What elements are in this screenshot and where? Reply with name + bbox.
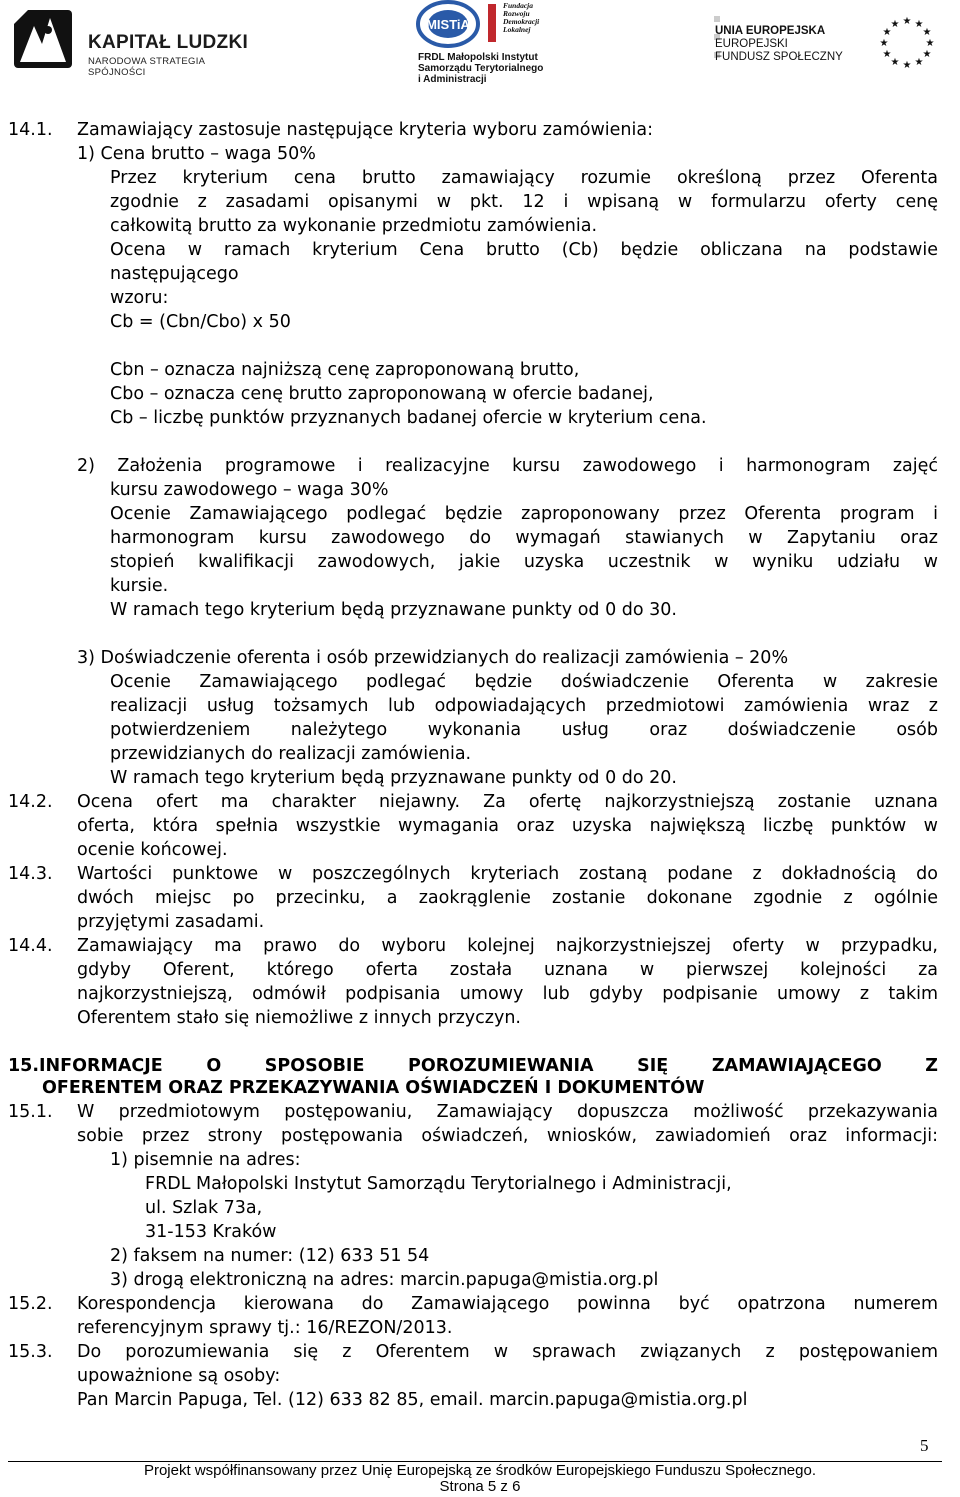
text-line: Pan Marcin Papuga, Tel. (12) 633 82 85, email. marcin.papuga@mistia.org.pl [77,1390,748,1410]
svg-text:★: ★ [902,60,912,70]
svg-text:★: ★ [914,57,924,68]
page-number: 5 [920,1436,929,1455]
text-line: 15.1. [8,1102,53,1122]
eu-line-1: UNIA EUROPEJSKA [715,25,826,37]
text-line: Zamawiający ma prawo do wyboru kolejnej najkorzystniejszej oferty w przypadku, [77,936,938,956]
text-line: potwierdzeniem należytego wykonania usług oraz doświadczenie osób [110,720,938,740]
text-line: Cb = (Cbn/Cbo) x 50 [110,312,291,332]
kapital-ludzki-title: KAPITAŁ LUDZKI [88,32,249,53]
footer-project-note: Projekt współfinansowany przez Unię Europejską ze środków Europejskiego Funduszu Społecznego. [143,1462,817,1479]
text-line: 3) drogą elektroniczną na adres: marcin.papuga@mistia.org.pl [110,1270,659,1290]
text-line: referencyjnym sprawy tj.: 16/REZON/2013. [77,1318,453,1338]
text-line: zgodnie z zasadami opisanymi w pkt. 12 i wpisaną w formularzu oferty cenę [110,192,938,212]
svg-text:★: ★ [922,49,932,60]
text-line: przewidzianych do realizacji zamówienia. [110,744,472,764]
fundacja-logo-icon [485,2,499,44]
frdl-line-3: i Administracji [418,74,487,85]
text-line: Ocena ofert ma charakter niejawny. Za ofertę najkorzystniejszą zostanie uznana [77,792,938,812]
text-line: 3) Doświadczenie oferenta i osób przewidzianych do realizacji zamówienia – 20% [77,648,789,668]
frdl-name [418,52,543,85]
text-line: W ramach tego kryterium będą przyznawane punkty od 0 do 20. [110,768,677,788]
section-heading-line: 15.INFORMACJE O SPOSOBIE POROZUMIEWANIA SIĘ ZAMAWIAJĄCEGO Z [8,1056,938,1076]
kapital-ludzki-logo [8,4,258,76]
text-line: 2) faksem na numer: (12) 633 51 54 [110,1246,430,1266]
text-line: wzoru: [110,288,169,308]
text-line: Przez kryterium cena brutto zamawiający rozumie określoną przez Oferenta [110,168,938,188]
text-line: kursie. [110,576,169,596]
text-line: Wartości punktowe w poszczególnych kryteriach zostaną podane z dokładnością do [77,864,938,884]
svg-text:★: ★ [882,49,892,60]
svg-text:★: ★ [890,19,900,30]
text-line: 14.2. [8,792,53,812]
kapital-ludzki-emblem-icon [8,4,80,76]
text-line: 1) pisemnie na adres: [110,1150,301,1170]
page-header [0,0,960,95]
fundacja-name [503,2,553,34]
eu-logo [710,14,942,78]
text-line: Zamawiający zastosuje następujące kryteria wyboru zamówienia: [77,120,653,140]
text-line: 14.3. [8,864,53,884]
text-line: stopień kwalifikacji zawodowych, jakie uzyska uczestnik w wyniku udziału w [110,552,938,572]
svg-text:★: ★ [914,19,924,30]
text-line: Cbn – oznacza najniższą cenę zaproponowaną brutto, [110,360,580,380]
text-line: 2) Założenia programowe i realizacyjne kursu zawodowego i harmonogram zajęć [77,456,938,476]
text-line: Korespondencja kierowana do Zamawiającego powinna być opatrzona numerem [77,1294,938,1314]
text-line: oferta, która spełnia wszystkie wymagania oraz uzyska największą liczbę punktów w [77,816,938,836]
frdl-line-2: Samorządu Terytorialnego [418,63,544,74]
svg-text:MISTiA: MISTiA [426,17,470,32]
section-heading-line: OFERENTEM ORAZ PRZEKAZYWANIA OŚWIADCZEŃ I DOKUMENTÓW [42,1078,705,1098]
text-line: 14.1. [8,120,53,140]
text-line: całkowitą brutto za wykonanie przedmiotu zamówienia. [110,216,598,236]
text-line: sobie przez strony postępowania oświadczeń, wniosków, zawiadomień oraz informacji: [77,1126,938,1146]
text-line: 15.2. [8,1294,53,1314]
footer-page-label: Strona 5 z 6 [439,1478,521,1495]
eu-line-2: EUROPEJSKI [715,38,788,50]
text-line: W przedmiotowym postępowaniu, Zamawiający dopuszcza możliwość przekazywania [77,1102,938,1122]
fundacja-line-1: Fundacja Rozwoju [503,1,534,18]
text-line: Do porozumiewania się z Oferentem w sprawach związanych z postępowaniem [77,1342,938,1362]
text-line: przyjętymi zasadami. [77,912,265,932]
text-line: upoważnione są osoby: [77,1366,281,1386]
text-line: dwóch miejsc po przecinku, a zaokrąglenie zostanie dokonane zgodnie z ogólnie [77,888,938,908]
text-line: następującego [110,264,239,284]
text-line: Ocena w ramach kryterium Cena brutto (Cb) będzie obliczana na podstawie [110,240,938,260]
text-line: 1) Cena brutto – waga 50% [77,144,316,164]
kapital-ludzki-subtitle: NARODOWA STRATEGIA SPÓJNOŚCI [88,56,205,78]
svg-text:★: ★ [890,57,900,68]
text-line: W ramach tego kryterium będą przyznawane punkty od 0 do 30. [110,600,677,620]
svg-text:★: ★ [922,27,932,38]
text-line: Ocenie Zamawiającego podlegać będzie doświadczenie Oferenta w zakresie [110,672,938,692]
eu-name [715,25,843,64]
text-line: Ocenie Zamawiającego podlegać będzie zaproponowany przez Oferenta program i [110,504,938,524]
text-line: 31-153 Kraków [145,1222,277,1242]
text-line: FRDL Małopolski Instytut Samorządu Terytorialnego i Administracji, [145,1174,732,1194]
text-line: najkorzystniejszą, odmówił podpisania umowy lub gdyby podpisanie umowy z takim [77,984,938,1004]
svg-text:★: ★ [879,38,889,49]
text-line: kursu zawodowego – waga 30% [110,480,389,500]
text-line: ul. Szlak 73a, [145,1198,263,1218]
frdl-mistia-logo [415,0,545,92]
svg-text:★: ★ [882,27,892,38]
svg-text:★: ★ [902,16,912,27]
svg-text:★: ★ [925,38,935,49]
text-line: 14.4. [8,936,53,956]
mistia-emblem-icon [415,0,481,48]
eu-stars-flag-icon [875,14,939,70]
text-line: Oferentem stało się niemożliwe z innych przyczyn. [77,1008,521,1028]
text-line: Cb – liczbę punktów przyznanych badanej ofercie w kryterium cena. [110,408,707,428]
text-line: 15.3. [8,1342,53,1362]
text-line: ocenie końcowej. [77,840,228,860]
frdl-line-1: FRDL Małopolski Instytut [418,52,538,63]
text-line: Cbo – oznacza cenę brutto zaproponowaną w ofercie badanej, [110,384,654,404]
text-line: harmonogram kursu zawodowego do wymagań stawianych w Zapytaniu oraz [110,528,938,548]
text-line: gdyby Oferent, którego oferta została uznana w pierwszej kolejności za [77,960,938,980]
eu-line-3: FUNDUSZ SPOŁECZNY [715,51,843,63]
fundacja-line-2: Demokracji Lokalnej [503,17,540,34]
text-line: realizacji usług tożsamych lub odpowiadających przedmiotowi zamówienia wraz z [110,696,938,716]
